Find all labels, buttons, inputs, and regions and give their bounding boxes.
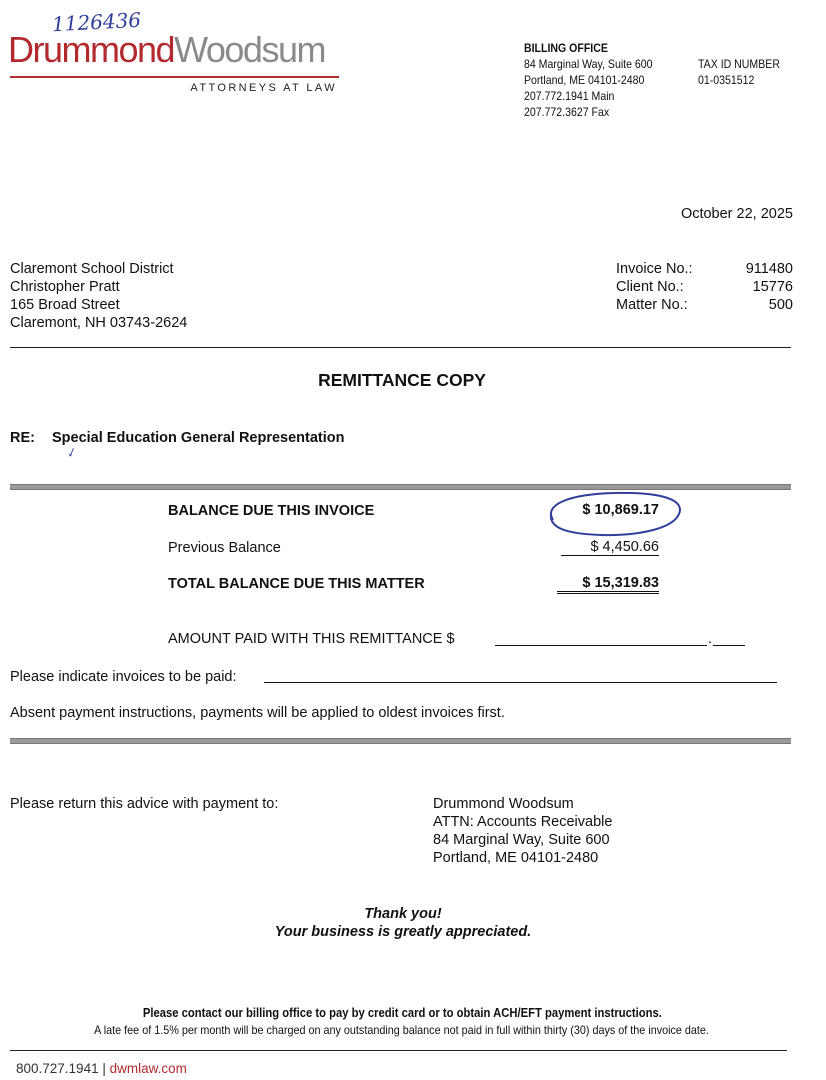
amount-paid-field[interactable] xyxy=(495,645,707,646)
handwritten-circle xyxy=(541,490,687,540)
client-number-value: 15776 xyxy=(752,279,793,295)
return-address-line: Portland, ME 04101-2480 xyxy=(433,850,599,866)
document-title: REMITTANCE COPY xyxy=(318,370,486,390)
invoice-number-value: 911480 xyxy=(745,261,793,277)
footer-contact-line xyxy=(16,1061,187,1076)
previous-balance-label: Previous Balance xyxy=(168,540,281,556)
footer-phone: 800.727.1941 xyxy=(16,1061,99,1076)
invoice-number-label: Invoice No.: xyxy=(616,261,693,277)
logo-part-drummond: Drummond xyxy=(8,29,175,70)
invoice-date: October 22, 2025 xyxy=(680,206,793,222)
return-address-line: Drummond Woodsum xyxy=(433,796,574,812)
balance-this-invoice-label: BALANCE DUE THIS INVOICE xyxy=(168,503,375,519)
invoice-meta xyxy=(616,260,793,314)
invoices-to-pay-label: Please indicate invoices to be paid: xyxy=(10,669,237,685)
header-divider xyxy=(10,347,791,348)
logo-tagline: ATTORNEYS AT LAW xyxy=(190,82,337,94)
amount-paid-label: AMOUNT PAID WITH THIS REMITTANCE $ xyxy=(168,631,455,647)
previous-balance-value: $ 4,450.66 xyxy=(561,539,659,556)
address-line: Claremont School District xyxy=(10,261,174,277)
re-text: Special Education General Representation xyxy=(52,430,345,446)
handwritten-check: ✓ xyxy=(63,444,79,462)
matter-number-value: 500 xyxy=(768,297,793,313)
amount-paid-cents-field[interactable] xyxy=(713,645,745,646)
client-address xyxy=(10,260,187,332)
return-address-line: ATTN: Accounts Receivable xyxy=(433,814,613,830)
return-advice-label: Please return this advice with payment to: xyxy=(10,796,279,812)
thank-you-line: Thank you! xyxy=(364,906,442,922)
footer-contact-note xyxy=(0,1004,804,1022)
client-number-label: Client No.: xyxy=(616,279,684,295)
thank-you-message xyxy=(0,905,806,941)
invoices-to-pay-field[interactable] xyxy=(264,682,777,683)
footer-contact-text: Please contact our billing office to pay by credit card or to obtain ACH/EFT payment instructions. xyxy=(142,1006,662,1020)
return-address xyxy=(433,795,612,867)
billing-office-heading: BILLING OFFICE xyxy=(524,41,608,55)
billing-office-line: 84 Marginal Way, Suite 600 xyxy=(524,57,653,71)
re-label: RE: xyxy=(10,430,35,446)
footer-divider xyxy=(10,1050,787,1051)
tax-id-heading: TAX ID NUMBER xyxy=(698,57,780,71)
logo-part-woodsum: Woodsum xyxy=(174,29,325,70)
billing-office-line: 207.772.3627 Fax xyxy=(524,105,610,119)
address-line: 165 Broad Street xyxy=(10,297,120,313)
logo-rule xyxy=(10,76,339,78)
total-balance-label: TOTAL BALANCE DUE THIS MATTER xyxy=(168,576,425,592)
handwritten-note: 1126436 xyxy=(51,7,142,37)
address-line: Christopher Pratt xyxy=(10,279,120,295)
billing-office-block xyxy=(524,40,670,120)
amount-paid-decimal: . xyxy=(708,631,713,647)
tax-id-value: 01-0351512 xyxy=(698,73,755,87)
balance-this-invoice-value: $ 10,869.17 xyxy=(582,502,659,518)
company-logo xyxy=(8,29,343,94)
total-balance-value: $ 15,319.83 xyxy=(557,575,659,594)
footer-separator: | xyxy=(102,1061,106,1076)
appreciation-line: Your business is greatly appreciated. xyxy=(274,924,532,940)
return-address-line: 84 Marginal Way, Suite 600 xyxy=(433,832,610,848)
footer-website-link[interactable]: dwmlaw.com xyxy=(109,1061,187,1076)
footer-late-fee-text: A late fee of 1.5% per month will be charged on any outstanding balance not paid in full within thirty (30) days of the invoice date. xyxy=(94,1023,710,1037)
tax-id-block xyxy=(698,56,791,88)
balance-bottom-band xyxy=(10,738,791,744)
billing-office-line: Portland, ME 04101-2480 xyxy=(524,73,645,87)
footer-late-fee-note xyxy=(0,1021,804,1039)
address-line: Claremont, NH 03743-2624 xyxy=(10,315,188,331)
billing-office-line: 207.772.1941 Main xyxy=(524,89,615,103)
matter-number-label: Matter No.: xyxy=(616,297,688,313)
absent-instructions-note: Absent payment instructions, payments will be applied to oldest invoices first. xyxy=(10,705,505,721)
